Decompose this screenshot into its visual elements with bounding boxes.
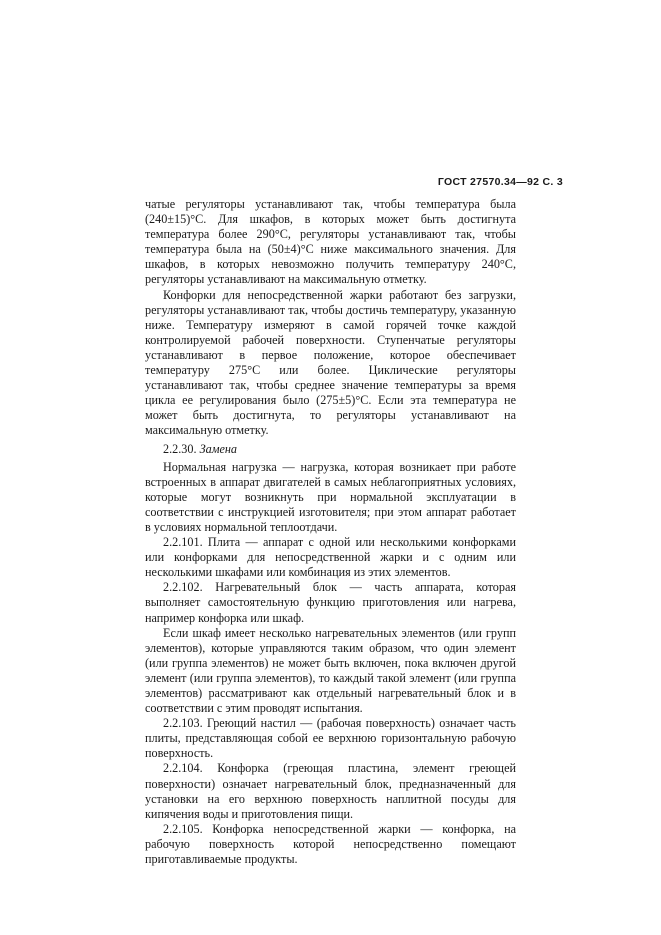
paragraph-2-2-101: 2.2.101. Плита — аппарат с одной или несколькими конфорками или конфорками для непосредственной жарки и с одним или несколькими шкафами или комбинация из этих элементов. <box>145 535 516 580</box>
paragraph-hotplates: Конфорки для непосредственной жарки работают без загрузки, регуляторы устанавливают так, чтобы достичь температуру, указанную ниже. Температуру измеряют в самой горячей точке каждой контролируемой рабочей поверхности. Ступенчатые регуляторы устанавливают в первое положение, которое обеспечивает температуру 275°С или более. Циклические регуляторы устанавливают так, чтобы среднее значение температуры за время цикла ее регулирования было (275±5)°С. Если эта температура не может быть достигнута, то регуляторы устанавливают на максимальную отметку. <box>145 287 516 438</box>
paragraph-2-2-105: 2.2.105. Конфорка непосредственной жарки — конфорка, на рабочую поверхность которой непосредственно помещают приготавливаемые продукты. <box>145 821 516 867</box>
paragraph-continuation: чатые регуляторы устанавливают так, чтобы температура была (240±15)°С. Для шкафов, в которых может быть достигнута температура более 290°С, регуляторы устанавливают так, чтобы температура была на (50±4)°С ниже максимального значения. Для шкафов, в которых невозможно получить температуру 240°С, регуляторы устанавливают на максимальную отметку. <box>145 197 516 287</box>
section-number: 2.2.30. <box>163 441 197 456</box>
section-title: Замена <box>199 441 238 456</box>
paragraph-normal-load: Нормальная нагрузка — нагрузка, которая возникает при работе встроенных в аппарат двигателей в самых неблагоприятных условиях, которые могут возникнуть при нормальной эксплуатации в соответствии с инструкцией изготовителя; при этом аппарат работает в условиях нормальной теплоотдачи. <box>145 459 516 534</box>
paragraph-2-2-103: 2.2.103. Греющий настил — (рабочая поверхность) означает часть плиты, представляющая собой ее верхнюю горизонтальную рабочую поверхность. <box>145 716 516 761</box>
body-text <box>145 197 516 867</box>
section-heading <box>145 442 516 457</box>
paragraph-2-2-102: 2.2.102. Нагревательный блок — часть аппарата, которая выполняет самостоятельную функцию приготовления или нагрева, например конфорка или шкаф. <box>145 580 516 625</box>
running-header: ГОСТ 27570.34—92 С. 3 <box>437 176 563 188</box>
paragraph-2-2-104: 2.2.104. Конфорка (греющая пластина, элемент греющей поверхности) означает нагревательный блок, предназначенный для установки на его верхнюю поверхность наплитной посуды для кипячения воды и приготовления пищи. <box>145 761 516 821</box>
paragraph-oven-elements: Если шкаф имеет несколько нагревательных элементов (или групп элементов), которые управляются таким образом, что один элемент (или группа элементов) не может быть включен, пока включен другой элемент (или группа элементов), то каждый такой элемент (или группа элементов) рассматривают как отдельный нагревательный блок и в соответствии с этим проводят испытания. <box>145 625 516 716</box>
